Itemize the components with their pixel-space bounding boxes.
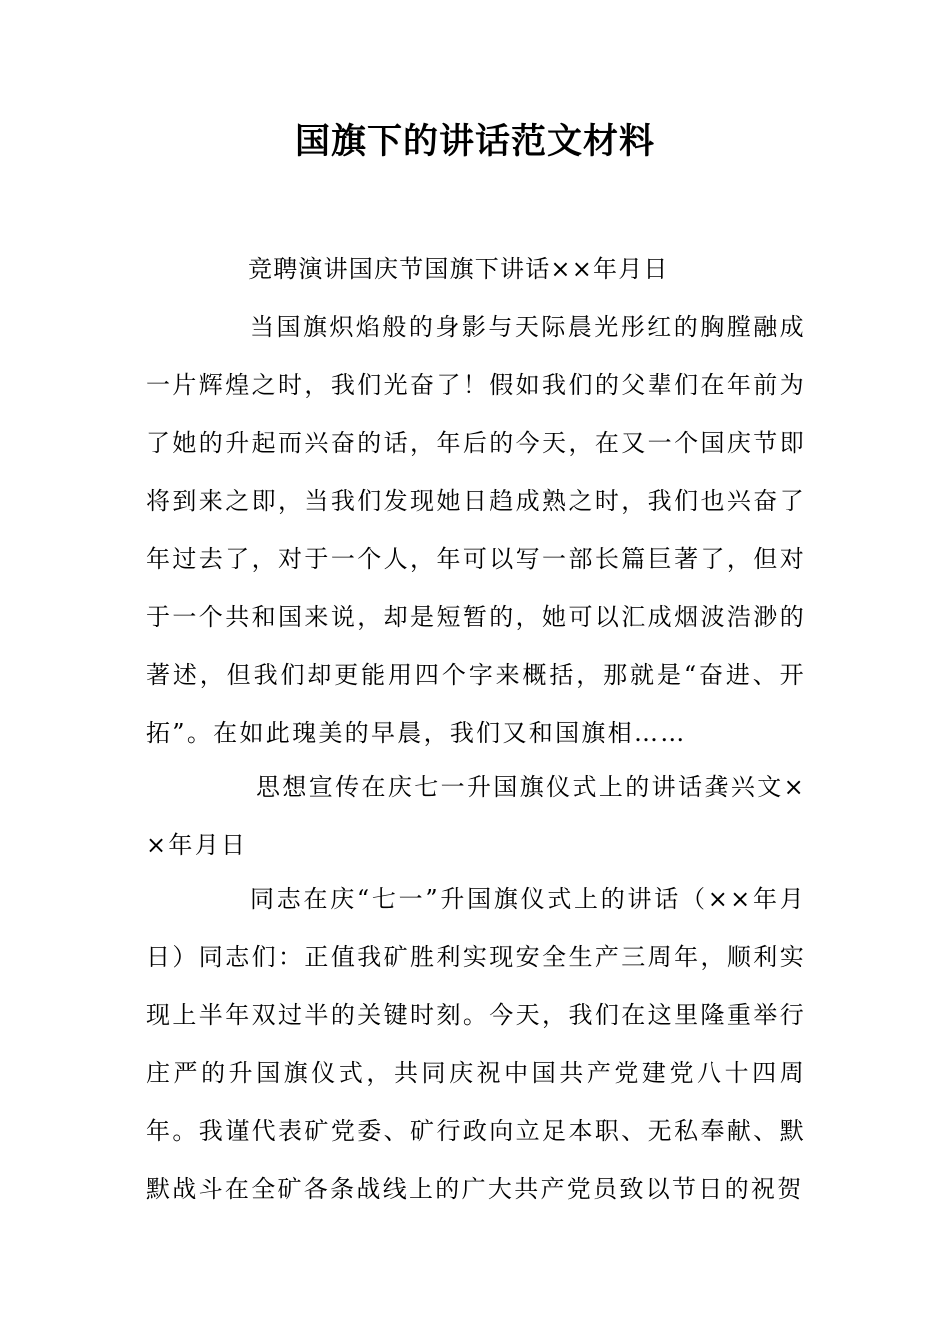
paragraph-1: 竞聘演讲国庆节国旗下讲话××年月日 [248, 255, 669, 283]
document-title: 国旗下的讲话范文材料 [294, 122, 655, 162]
paragraph-4: 同志在庆“七一”升国旗仪式上的讲话（××年月日）同志们：正值我矿胜利实现安全生产三周年，顺利实现上半年双过半的关键时刻。今天，我们在这里隆重举行庄严的升国旗仪式，共同庆祝中国共产党建党八十四周年。我谨代表矿党委、矿行政向立足本职、无私奉献、默默战斗在全矿各条战线上的广大共产党员致以节日的祝贺 [146, 885, 806, 1203]
paragraph-3: 思想宣传在庆七一升国旗仪式上的讲话龚兴文××年月日 [146, 773, 806, 859]
paragraph-2: 当国旗炽焰般的身影与天际晨光彤红的胸膛融成一片辉煌之时，我们光奋了！假如我们的父辈们在年前为了她的升起而兴奋的话，年后的今天，在又一个国庆节即将到来之即，当我们发现她日趋成熟之时，我们也兴奋了年过去了，对于一个人，年可以写一部长篇巨著了，但对于一个共和国来说，却是短暂的，她可以汇成烟波浩渺的著述，但我们却更能用四个字来概括，那就是“奋进、开拓”。在如此瑰美的早晨，我们又和国旗相…… [146, 313, 806, 747]
